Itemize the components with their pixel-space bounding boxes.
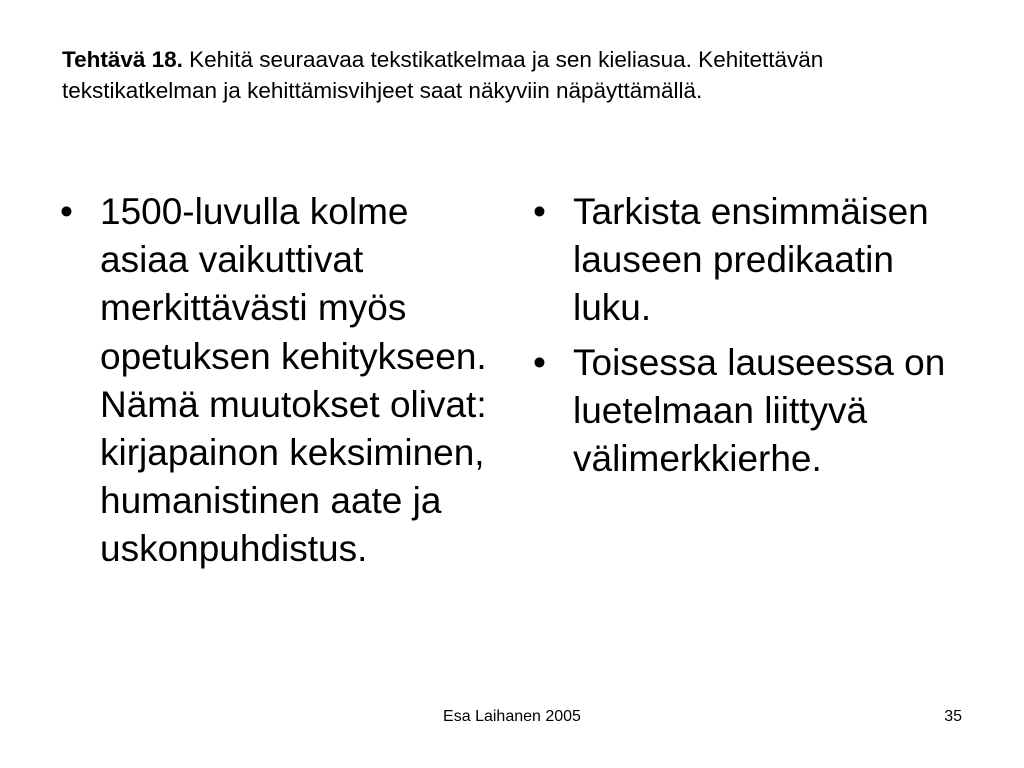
list-item — [60, 188, 500, 574]
task-number: Tehtävä 18. — [62, 47, 183, 72]
task-instructions: Kehitä seuraavaa tekstikatkelmaa ja sen kieliasua. Kehitettävän tekstikatkelman ja kehittämisvihjeet saat näkyviin näpäyttämällä. — [62, 47, 824, 103]
page-number: 35 — [944, 708, 962, 725]
bullet-text: 1500-luvulla kolme asiaa vaikuttivat merkittävästi myös opetuksen kehitykseen. Nämä muutokset olivat: kirjapainon keksiminen, humanistinen aate ja uskonpuhdistus. — [100, 191, 487, 570]
task-heading — [62, 44, 962, 106]
bullet-text: Toisessa lauseessa on luetelmaan liittyvä välimerkkierhe. — [573, 341, 946, 480]
list-item — [533, 188, 973, 333]
bullet-icon: • — [533, 191, 546, 232]
footer-author: Esa Laihanen 2005 — [443, 708, 581, 725]
bullet-icon: • — [533, 341, 546, 383]
right-bullet-list — [533, 188, 973, 489]
bullet-icon: • — [60, 191, 73, 232]
bullet-text: Tarkista ensimmäisen lauseen predikaatin luku. — [573, 191, 929, 329]
left-bullet-list — [60, 188, 500, 580]
list-item — [533, 339, 973, 484]
